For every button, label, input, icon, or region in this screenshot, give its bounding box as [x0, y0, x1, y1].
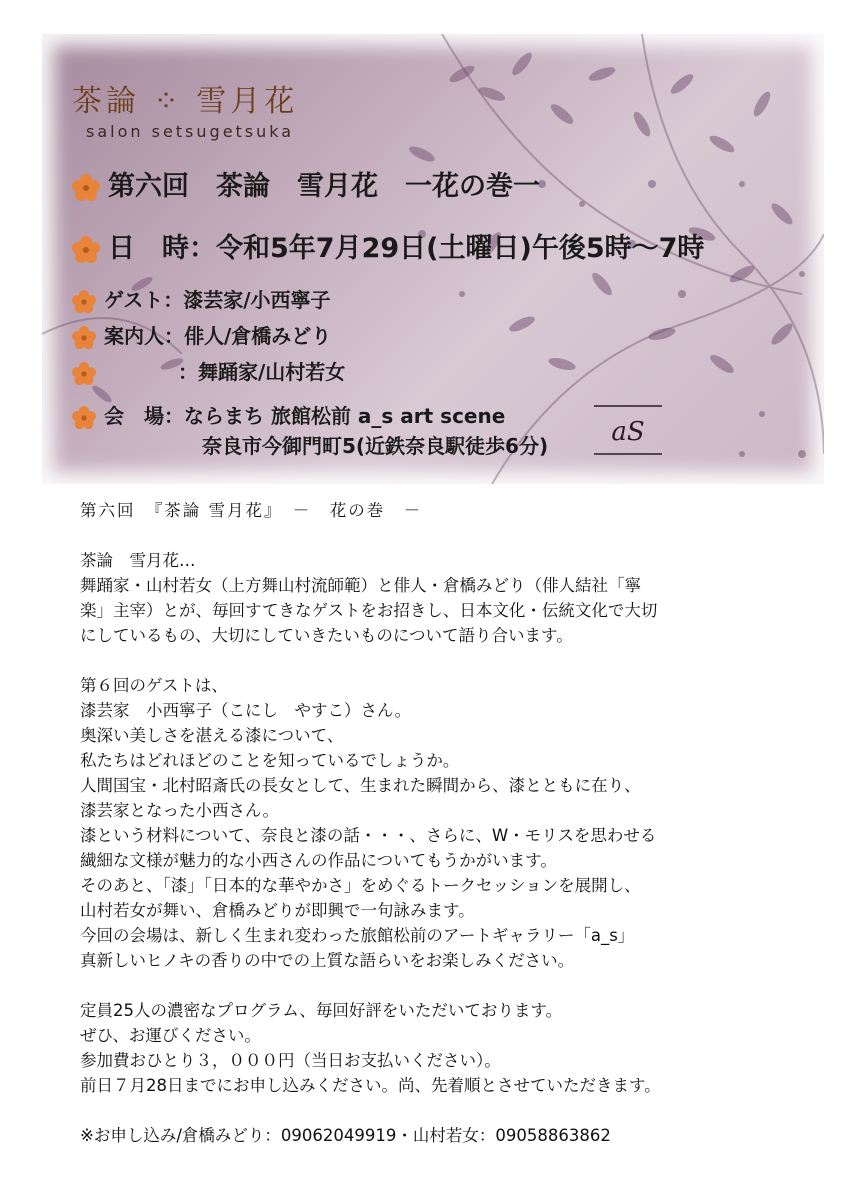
event-guide-1-text: 案内人：俳人/倉橋みどり — [104, 324, 332, 348]
description-line: 今回の会場は、新しく生まれ変わった旅館松前のアートギャラリー「a_s」 — [80, 926, 635, 945]
description-line: ぜひ、お運びください。 — [80, 1026, 261, 1045]
description-line: 定員25人の濃密なプログラム、毎回好評をいただいております。 — [80, 1001, 563, 1020]
event-guide-2 — [72, 356, 345, 386]
paragraph-gap — [80, 648, 810, 673]
description-line: 真新しいヒノキの香りの中での上質な語らいをお楽しみください。 — [80, 951, 575, 970]
header-banner — [42, 34, 824, 484]
flower-icon — [72, 236, 100, 264]
description-line: 人間国宝・北村昭斎氏の長女として、生まれた瞬間から、漆とともに在り、 — [80, 776, 641, 795]
paragraph-gap — [80, 1098, 810, 1123]
venue-address: 奈良市今御門町5(近鉄奈良駅徒歩6分) — [202, 434, 549, 458]
logo-subtitle: salon setsugetsuka — [86, 122, 295, 141]
event-date-text: 日 時：令和5年7月29日(土曜日)午後5時～7時 — [108, 233, 705, 264]
flower-icon — [72, 326, 96, 350]
event-title-text: 第六回 茶論 雪月花 一花の巻一 — [108, 171, 540, 202]
flower-icon — [72, 406, 96, 430]
description-heading: 第六回 『茶論 雪月花』 － 花の巻 － — [80, 501, 423, 520]
description-line: 奥深い美しさを湛える漆について、 — [80, 726, 344, 745]
paragraph-gap — [80, 973, 810, 998]
event-venue-text: 会 場：ならまち 旅館松前 a_s art scene — [104, 404, 506, 428]
description-line: 茶論 雪月花… — [80, 551, 196, 570]
description-line: 楽」主宰）とが、毎回すてきなゲストをお招きし、日本文化・伝統文化で大切 — [80, 601, 658, 620]
description-line: 私たちはどれほどのことを知っているでしょうか。 — [80, 751, 460, 770]
as-gallery-logo — [590, 404, 666, 456]
flower-icon — [72, 362, 96, 386]
event-date — [72, 226, 704, 265]
description-line: ※お申し込み/倉橋みどり：09062049919・山村若女：09058863862 — [80, 1126, 611, 1145]
event-description — [80, 498, 810, 1148]
description-line: そのあと、「漆」「日本的な華やかさ」をめぐるトークセッションを展開し、 — [80, 876, 641, 895]
event-guide-2-text: ：舞踊家/山村若女 — [178, 360, 346, 384]
as-logo-text: aS — [611, 417, 645, 447]
description-line: 参加費おひとり３，０００円（当日お支払いください）。 — [80, 1051, 501, 1070]
description-line: 舞踊家・山村若女（上方舞山村流師範）と俳人・倉橋みどり（俳人結社「寧 — [80, 576, 641, 595]
description-line: 第６回のゲストは、 — [80, 676, 228, 695]
flower-icon — [72, 290, 96, 314]
description-line: にしているもの、大切にしていきたいものについて語り合います。 — [80, 626, 573, 645]
description-line: 前日７月28日までにお申し込みください。尚、先着順とさせていただきます。 — [80, 1076, 661, 1095]
description-line: 漆芸家 小西寧子（こにし やすこ）さん。 — [80, 701, 411, 720]
description-line: 山村若女が舞い、倉橋みどりが即興で一句詠みます。 — [80, 901, 475, 920]
event-guide-1 — [72, 320, 331, 350]
description-line: 漆芸家となった小西さん。 — [80, 801, 279, 820]
event-guest-text: ゲスト：漆芸家/小西寧子 — [104, 288, 331, 312]
event-title — [72, 164, 540, 203]
description-line: 漆という材料について、奈良と漆の話・・・、さらに、W・モリスを思わせる — [80, 826, 657, 845]
salon-logo — [72, 76, 298, 141]
description-lines — [80, 548, 810, 1148]
logo-title: 茶論 ⁘ 雪月花 — [72, 84, 299, 119]
flower-icon — [72, 174, 100, 202]
event-venue — [72, 400, 505, 430]
description-line: 繊細な文様が魅力的な小西さんの作品についてもうかがいます。 — [80, 851, 557, 870]
event-guest — [72, 284, 331, 314]
